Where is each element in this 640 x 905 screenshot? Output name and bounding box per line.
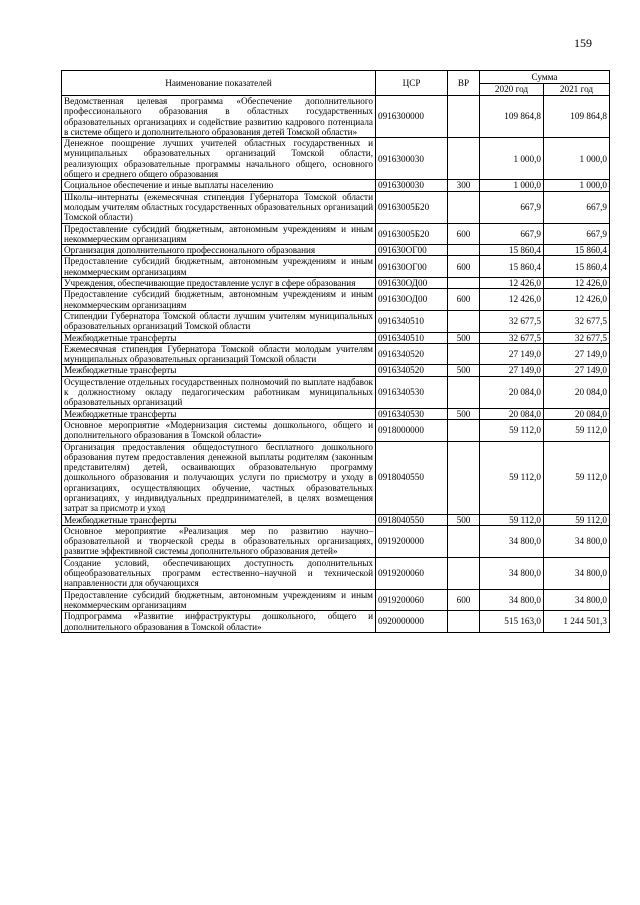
table-row	[62, 611, 610, 633]
row-vr-cell	[448, 557, 480, 589]
row-2021-cell: 34 800,0	[544, 557, 610, 589]
row-csr-cell: 0916300030	[376, 138, 448, 180]
row-vr-cell: 500	[448, 365, 480, 376]
row-vr-cell: 600	[448, 289, 480, 311]
budget-table	[61, 70, 610, 633]
table-row	[62, 180, 610, 191]
row-name-cell: Подпрограмма «Развитие инфраструктуры дошкольного, общего и дополнительного образования в Томской области»	[62, 611, 376, 633]
row-vr-cell: 500	[448, 332, 480, 343]
header-year-2020: 2020 год	[480, 84, 544, 96]
row-2021-cell: 20 084,0	[544, 376, 610, 408]
row-vr-cell: 300	[448, 180, 480, 191]
row-vr-cell	[448, 376, 480, 408]
row-vr-cell	[448, 525, 480, 557]
table-row	[62, 138, 610, 180]
row-2021-cell: 667,9	[544, 223, 610, 245]
row-2020-cell: 59 112,0	[480, 441, 544, 514]
page-number: 159	[574, 36, 592, 50]
table-row	[62, 332, 610, 343]
row-2021-cell: 1 000,0	[544, 180, 610, 191]
row-csr-cell: 0916340510	[376, 310, 448, 332]
row-csr-cell: 09163005Б20	[376, 191, 448, 223]
row-vr-cell: 600	[448, 223, 480, 245]
table-row	[62, 96, 610, 138]
row-name-cell: Основное мероприятие «Реализация мер по развитию научно–образовательной и творческой среды в образовательных организациях, развитие эффективной системы дополнительного образования детей»	[62, 525, 376, 557]
table-row	[62, 343, 610, 365]
row-csr-cell: 091630ОГ00	[376, 245, 448, 256]
header-name: Наименование показателей	[62, 71, 376, 96]
row-2020-cell: 59 112,0	[480, 514, 544, 525]
table-row	[62, 245, 610, 256]
row-csr-cell: 091630ОД00	[376, 289, 448, 311]
row-name-cell: Предоставление субсидий бюджетным, автономным учреждениям и иным некоммерческим организациям	[62, 256, 376, 278]
row-2020-cell: 12 426,0	[480, 289, 544, 311]
table-row	[62, 223, 610, 245]
row-2021-cell: 20 084,0	[544, 408, 610, 419]
row-2020-cell: 59 112,0	[480, 419, 544, 441]
table-row	[62, 365, 610, 376]
table-row	[62, 289, 610, 311]
table-row	[62, 310, 610, 332]
row-name-cell: Стипендии Губернатора Томской области лучшим учителям муниципальных образовательных организаций Томской области	[62, 310, 376, 332]
row-vr-cell: 600	[448, 589, 480, 611]
row-name-cell: Социальное обеспечение и иные выплаты населению	[62, 180, 376, 191]
table-row	[62, 256, 610, 278]
row-vr-cell	[448, 245, 480, 256]
row-2021-cell: 1 244 501,3	[544, 611, 610, 633]
row-name-cell: Межбюджетные трансферты	[62, 408, 376, 419]
row-vr-cell	[448, 96, 480, 138]
row-name-cell: Организация дополнительного профессионального образования	[62, 245, 376, 256]
row-2021-cell: 59 112,0	[544, 441, 610, 514]
row-2021-cell: 15 860,4	[544, 256, 610, 278]
table-row	[62, 514, 610, 525]
row-vr-cell	[448, 278, 480, 289]
row-name-cell: Организация предоставления общедоступного бесплатного дошкольного образования путем предоставления денежной выплаты родителям (законным представителям) детей, осваивающих образовательную программу дошкольного образования и получающих услуги по присмотру и уходу в организациях, осуществляющих обучение, частных образовательных организациях, у индивидуальных предпринимателей, в целях возмещения затрат за присмотр и уход	[62, 441, 376, 514]
row-vr-cell	[448, 191, 480, 223]
row-name-cell: Ведомственная целевая программа «Обеспечение дополнительного профессионального образования в областных государственных образовательных организациях и содействие развитию кадрового потенциала в системе общего и дополнительного образования детей Томской области»	[62, 96, 376, 138]
row-2021-cell: 34 800,0	[544, 525, 610, 557]
row-csr-cell: 0919200060	[376, 589, 448, 611]
row-2020-cell: 20 084,0	[480, 376, 544, 408]
table-row	[62, 191, 610, 223]
row-name-cell: Предоставление субсидий бюджетным, автономным учреждениям и иным некоммерческим организациям	[62, 289, 376, 311]
row-csr-cell: 091630ОГ00	[376, 256, 448, 278]
row-2020-cell: 27 149,0	[480, 343, 544, 365]
row-2021-cell: 27 149,0	[544, 343, 610, 365]
row-csr-cell: 0918040550	[376, 441, 448, 514]
row-csr-cell: 0916340510	[376, 332, 448, 343]
row-csr-cell: 0916340520	[376, 343, 448, 365]
row-2021-cell: 667,9	[544, 191, 610, 223]
table-row	[62, 376, 610, 408]
row-2020-cell: 15 860,4	[480, 245, 544, 256]
row-csr-cell: 0916340530	[376, 408, 448, 419]
row-2020-cell: 515 163,0	[480, 611, 544, 633]
row-2020-cell: 15 860,4	[480, 256, 544, 278]
table-row	[62, 419, 610, 441]
row-2020-cell: 34 800,0	[480, 557, 544, 589]
row-2020-cell: 32 677,5	[480, 310, 544, 332]
row-2021-cell: 34 800,0	[544, 589, 610, 611]
row-name-cell: Школы–интернаты (ежемесячная стипендия Губернатора Томской области молодым учителям областных государственных образовательных организаций Томской области)	[62, 191, 376, 223]
table-row	[62, 441, 610, 514]
row-2020-cell: 109 864,8	[480, 96, 544, 138]
row-vr-cell: 500	[448, 514, 480, 525]
table-row	[62, 589, 610, 611]
row-name-cell: Осуществление отдельных государственных полномочий по выплате надбавок к должностному окладу педагогическим работникам муниципальных образовательных организаций	[62, 376, 376, 408]
row-csr-cell: 0918040550	[376, 514, 448, 525]
row-vr-cell: 600	[448, 256, 480, 278]
row-vr-cell: 500	[448, 408, 480, 419]
header-year-2021: 2021 год	[544, 84, 610, 96]
row-name-cell: Денежное поощрение лучших учителей областных государственных и муниципальных образовательных организаций Томской области, реализующих образовательные программы начального общего, основного общего и среднего общего образования	[62, 138, 376, 180]
row-2021-cell: 109 864,8	[544, 96, 610, 138]
table-row	[62, 525, 610, 557]
row-vr-cell	[448, 343, 480, 365]
row-csr-cell: 091630ОД00	[376, 278, 448, 289]
row-2021-cell: 32 677,5	[544, 332, 610, 343]
row-2020-cell: 1 000,0	[480, 138, 544, 180]
row-csr-cell: 0916340520	[376, 365, 448, 376]
row-2021-cell: 15 860,4	[544, 245, 610, 256]
row-2020-cell: 12 426,0	[480, 278, 544, 289]
row-2021-cell: 59 112,0	[544, 514, 610, 525]
row-name-cell: Межбюджетные трансферты	[62, 514, 376, 525]
row-2020-cell: 27 149,0	[480, 365, 544, 376]
row-2021-cell: 27 149,0	[544, 365, 610, 376]
row-2020-cell: 1 000,0	[480, 180, 544, 191]
row-2020-cell: 34 800,0	[480, 589, 544, 611]
table-body	[62, 96, 610, 633]
row-2021-cell: 32 677,5	[544, 310, 610, 332]
row-2021-cell: 12 426,0	[544, 278, 610, 289]
row-name-cell: Основное мероприятие «Модернизация системы дошкольного, общего и дополнительного образования в Томской области»	[62, 419, 376, 441]
row-csr-cell: 0919200060	[376, 557, 448, 589]
row-csr-cell: 0916300000	[376, 96, 448, 138]
row-csr-cell: 0918000000	[376, 419, 448, 441]
table-row	[62, 408, 610, 419]
row-2020-cell: 20 084,0	[480, 408, 544, 419]
row-csr-cell: 09163005Б20	[376, 223, 448, 245]
row-name-cell: Создание условий, обеспечивающих доступность дополнительных общеобразовательных программ естественно–научной и технической направленности для обучающихся	[62, 557, 376, 589]
row-name-cell: Учреждения, обеспечивающие предоставление услуг в сфере образования	[62, 278, 376, 289]
row-name-cell: Межбюджетные трансферты	[62, 365, 376, 376]
row-name-cell: Предоставление субсидий бюджетным, автономным учреждениям и иным некоммерческим организациям	[62, 589, 376, 611]
row-vr-cell	[448, 138, 480, 180]
header-csr: ЦСР	[376, 71, 448, 96]
row-name-cell: Ежемесячная стипендия Губернатора Томской области молодым учителям муниципальных образовательных организаций Томской области	[62, 343, 376, 365]
row-2020-cell: 667,9	[480, 223, 544, 245]
row-csr-cell: 0920000000	[376, 611, 448, 633]
row-name-cell: Предоставление субсидий бюджетным, автономным учреждениям и иным некоммерческим организациям	[62, 223, 376, 245]
row-2020-cell: 667,9	[480, 191, 544, 223]
header-vr: ВР	[448, 71, 480, 96]
table-row	[62, 557, 610, 589]
row-vr-cell	[448, 310, 480, 332]
row-vr-cell	[448, 611, 480, 633]
row-csr-cell: 0916340530	[376, 376, 448, 408]
row-csr-cell: 0919200000	[376, 525, 448, 557]
row-vr-cell	[448, 441, 480, 514]
row-2021-cell: 59 112,0	[544, 419, 610, 441]
row-vr-cell	[448, 419, 480, 441]
row-2020-cell: 32 677,5	[480, 332, 544, 343]
row-name-cell: Межбюджетные трансферты	[62, 332, 376, 343]
header-sum: Сумма	[480, 71, 610, 84]
table-row	[62, 278, 610, 289]
row-csr-cell: 0916300030	[376, 180, 448, 191]
row-2020-cell: 34 800,0	[480, 525, 544, 557]
row-2021-cell: 1 000,0	[544, 138, 610, 180]
row-2021-cell: 12 426,0	[544, 289, 610, 311]
